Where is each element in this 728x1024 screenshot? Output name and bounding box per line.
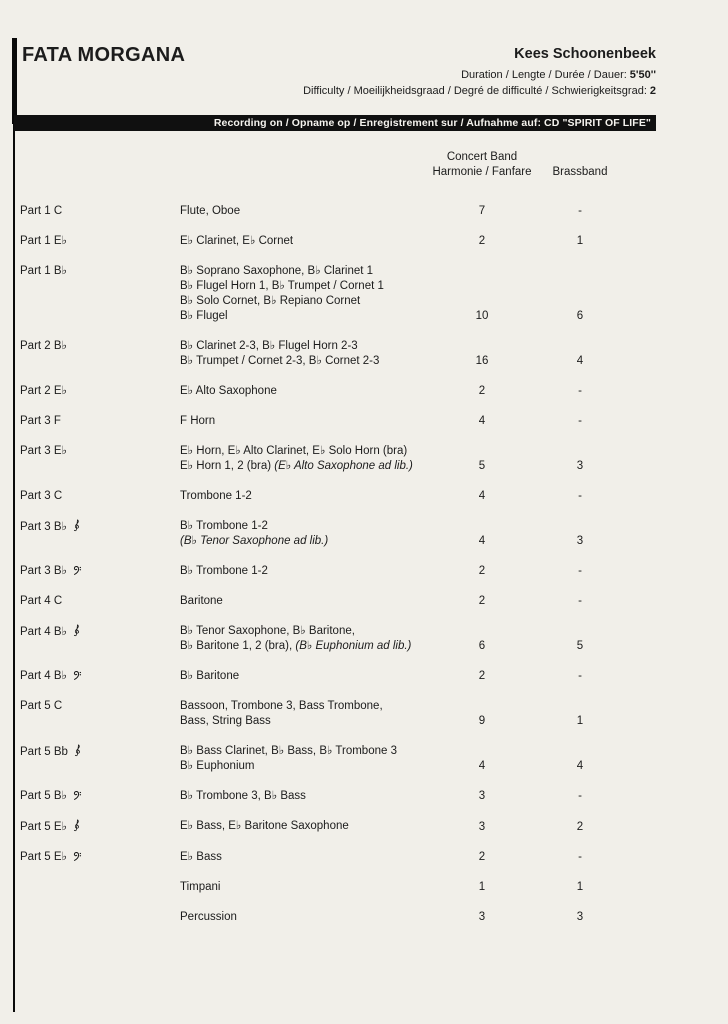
scan-edge-line-thick xyxy=(12,38,17,124)
instrument-line: E♭ Bass xyxy=(180,851,222,863)
duration-label: Duration / Lengte / Durée / Dauer: xyxy=(461,69,627,81)
concert-count: 16 xyxy=(475,355,489,367)
table-row xyxy=(14,880,656,895)
bass-clef-icon xyxy=(73,790,82,801)
instrument-line: Percussion xyxy=(180,911,237,923)
brass-count: - xyxy=(578,415,582,427)
instrument-lines xyxy=(180,910,432,925)
instrument-line: B♭ Solo Cornet, B♭ Repiano Cornet xyxy=(180,295,361,307)
instrument-lines xyxy=(180,564,432,579)
parts-table xyxy=(14,150,656,940)
table-row xyxy=(14,669,656,684)
instrument-line: E♭ Horn, E♭ Alto Clarinet, E♭ Solo Horn (bra) xyxy=(180,445,408,457)
brass-count: 3 xyxy=(576,911,584,923)
brass-count: 1 xyxy=(576,881,584,893)
part-label: Part 3 F xyxy=(20,415,61,427)
concert-count: 3 xyxy=(478,911,486,923)
parts-table-body xyxy=(14,204,656,925)
bass-clef-icon xyxy=(73,565,82,576)
brass-count: - xyxy=(578,670,582,682)
difficulty-value: 2 xyxy=(649,85,656,97)
treble-clef-icon xyxy=(73,519,81,532)
brass-count: - xyxy=(578,595,582,607)
instrument-lines xyxy=(180,414,432,429)
table-header xyxy=(14,150,656,180)
instrument-lines xyxy=(180,850,432,865)
brassband-header: Brassband xyxy=(552,166,608,178)
brass-count: 3 xyxy=(576,535,584,547)
instrument-lines xyxy=(180,744,432,774)
concert-count: 4 xyxy=(478,535,486,547)
header-right-block xyxy=(303,46,656,99)
instrument-lines xyxy=(180,489,432,504)
instrument-line: B♭ Baritone 1, 2 (bra), (B♭ Euphonium ad lib.) xyxy=(180,640,412,652)
brass-count: 4 xyxy=(576,760,584,772)
concert-count: 1 xyxy=(478,881,486,893)
instrument-line: B♭ Bass Clarinet, B♭ Bass, B♭ Trombone 3 xyxy=(180,745,397,757)
part-label: Part 4 C xyxy=(20,595,63,607)
brass-count: 5 xyxy=(576,640,584,652)
duration-line xyxy=(303,67,656,83)
instrument-lines xyxy=(180,264,432,324)
brass-count: 1 xyxy=(576,235,584,247)
brass-count: - xyxy=(578,565,582,577)
table-row xyxy=(14,744,656,774)
treble-clef-icon xyxy=(73,819,81,832)
table-row xyxy=(14,444,656,474)
concert-count: 4 xyxy=(478,415,486,427)
concert-count: 10 xyxy=(475,310,489,322)
concert-count: 2 xyxy=(478,565,486,577)
instrument-line: B♭ Trombone 1-2 xyxy=(180,565,268,577)
table-row xyxy=(14,264,656,324)
instrument-line: E♭ Alto Saxophone xyxy=(180,385,277,397)
instrument-line: E♭ Horn 1, 2 (bra) (E♭ Alto Saxophone ad lib.) xyxy=(180,460,413,472)
part-label: Part 3 E♭ xyxy=(20,445,67,457)
part-label: Part 1 B♭ xyxy=(20,265,67,277)
part-label: Part 3 B♭ xyxy=(14,564,180,579)
brass-count: - xyxy=(578,490,582,502)
instrument-line: B♭ Trumpet / Cornet 2-3, B♭ Cornet 2-3 xyxy=(180,355,380,367)
instrument-line: B♭ Soprano Saxophone, B♭ Clarinet 1 xyxy=(180,265,374,277)
instrument-line: Baritone xyxy=(180,595,223,607)
treble-clef-icon xyxy=(74,744,82,757)
page-title: FATA MORGANA xyxy=(22,44,186,66)
instrument-lines xyxy=(180,669,432,684)
brass-count: - xyxy=(578,205,582,217)
composer-name: Kees Schoonenbeek xyxy=(514,46,656,62)
table-row xyxy=(14,234,656,249)
part-label: Part 4 B♭ xyxy=(14,624,180,640)
concert-count: 2 xyxy=(478,670,486,682)
concert-count: 2 xyxy=(478,851,486,863)
concert-band-header-line1: Concert Band xyxy=(446,151,518,163)
table-row xyxy=(14,624,656,654)
part-label: Part 3 B♭ xyxy=(14,519,180,535)
instrument-lines xyxy=(180,819,432,835)
brass-count: 2 xyxy=(576,821,584,833)
brass-count: - xyxy=(578,790,582,802)
concert-band-header xyxy=(432,150,532,180)
part-label: Part 5 E♭ xyxy=(14,850,180,865)
instrument-line: B♭ Clarinet 2-3, B♭ Flugel Horn 2-3 xyxy=(180,340,358,352)
part-label: Part 2 E♭ xyxy=(20,385,67,397)
instrument-lines xyxy=(180,624,432,654)
brass-count: 3 xyxy=(576,460,584,472)
brass-count: 4 xyxy=(576,355,584,367)
instrument-lines xyxy=(180,339,432,369)
concert-count: 4 xyxy=(478,760,486,772)
table-row xyxy=(14,850,656,865)
concert-count: 5 xyxy=(478,460,486,472)
table-row xyxy=(14,339,656,369)
instrument-lines xyxy=(180,204,432,219)
instrument-line: E♭ Bass, E♭ Baritone Saxophone xyxy=(180,820,349,832)
brass-count: 6 xyxy=(576,310,584,322)
instrument-line: Bassoon, Trombone 3, Bass Trombone, xyxy=(180,700,383,712)
concert-count: 3 xyxy=(478,821,486,833)
instrument-line: B♭ Trombone 3, B♭ Bass xyxy=(180,790,306,802)
instrument-line: Timpani xyxy=(180,881,221,893)
table-row xyxy=(14,384,656,399)
instrument-line: Flute, Oboe xyxy=(180,205,241,217)
concert-count: 3 xyxy=(478,790,486,802)
part-label: Part 5 E♭ xyxy=(14,819,180,835)
part-label: Part 3 C xyxy=(20,490,63,502)
concert-count: 7 xyxy=(478,205,486,217)
instrument-lines xyxy=(180,444,432,474)
part-label: Part 4 B♭ xyxy=(14,669,180,684)
part-label: Part 5 C xyxy=(20,700,63,712)
brass-count: 1 xyxy=(576,715,584,727)
part-label: Part 2 B♭ xyxy=(20,340,67,352)
instrument-lines xyxy=(180,234,432,249)
instrument-lines xyxy=(180,519,432,549)
table-row xyxy=(14,519,656,549)
instrument-line: B♭ Tenor Saxophone, B♭ Baritone, xyxy=(180,625,355,637)
instrument-lines xyxy=(180,789,432,804)
instrument-line: B♭ Euphonium xyxy=(180,760,255,772)
instrument-line: E♭ Clarinet, E♭ Cornet xyxy=(180,235,294,247)
table-row xyxy=(14,204,656,219)
instrument-line: Bass, String Bass xyxy=(180,715,271,727)
instrument-lines xyxy=(180,699,432,729)
brass-count: - xyxy=(578,385,582,397)
table-row xyxy=(14,414,656,429)
concert-count: 4 xyxy=(478,490,486,502)
part-label: Part 5 Bb xyxy=(14,744,180,760)
instrument-lines xyxy=(180,384,432,399)
bass-clef-icon xyxy=(73,670,82,681)
brass-count: - xyxy=(578,851,582,863)
concert-band-header-line2: Harmonie / Fanfare xyxy=(432,166,532,178)
part-label: Part 5 B♭ xyxy=(14,789,180,804)
instrument-line: B♭ Flugel Horn 1, B♭ Trumpet / Cornet 1 xyxy=(180,280,384,292)
instrument-line: Trombone 1-2 xyxy=(180,490,252,502)
table-row xyxy=(14,489,656,504)
recording-banner: Recording on / Opname op / Enregistrement sur / Aufnahme auf: CD "SPIRIT OF LIFE" xyxy=(14,115,656,131)
instrument-lines xyxy=(180,880,432,895)
part-label: Part 1 C xyxy=(20,205,63,217)
difficulty-label: Difficulty / Moeilijkheidsgraad / Degré de difficulté / Schwierigkeitsgrad: xyxy=(303,85,647,97)
table-row xyxy=(14,564,656,579)
concert-count: 9 xyxy=(478,715,486,727)
concert-count: 2 xyxy=(478,385,486,397)
table-row xyxy=(14,819,656,835)
concert-count: 2 xyxy=(478,235,486,247)
table-row xyxy=(14,699,656,729)
treble-clef-icon xyxy=(73,624,81,637)
instrument-line: (B♭ Tenor Saxophone ad lib.) xyxy=(180,535,329,547)
difficulty-line xyxy=(303,83,656,99)
bass-clef-icon xyxy=(73,851,82,862)
instrument-line: B♭ Baritone xyxy=(180,670,240,682)
concert-count: 2 xyxy=(478,595,486,607)
instrument-line: B♭ Trombone 1-2 xyxy=(180,520,268,532)
duration-value: 5'50'' xyxy=(629,69,656,81)
instrument-line: B♭ Flugel xyxy=(180,310,228,322)
instrument-line: F Horn xyxy=(180,415,216,427)
table-row xyxy=(14,789,656,804)
instrument-lines xyxy=(180,594,432,609)
concert-count: 6 xyxy=(478,640,486,652)
part-label: Part 1 E♭ xyxy=(20,235,67,247)
table-row xyxy=(14,594,656,609)
table-row xyxy=(14,910,656,925)
